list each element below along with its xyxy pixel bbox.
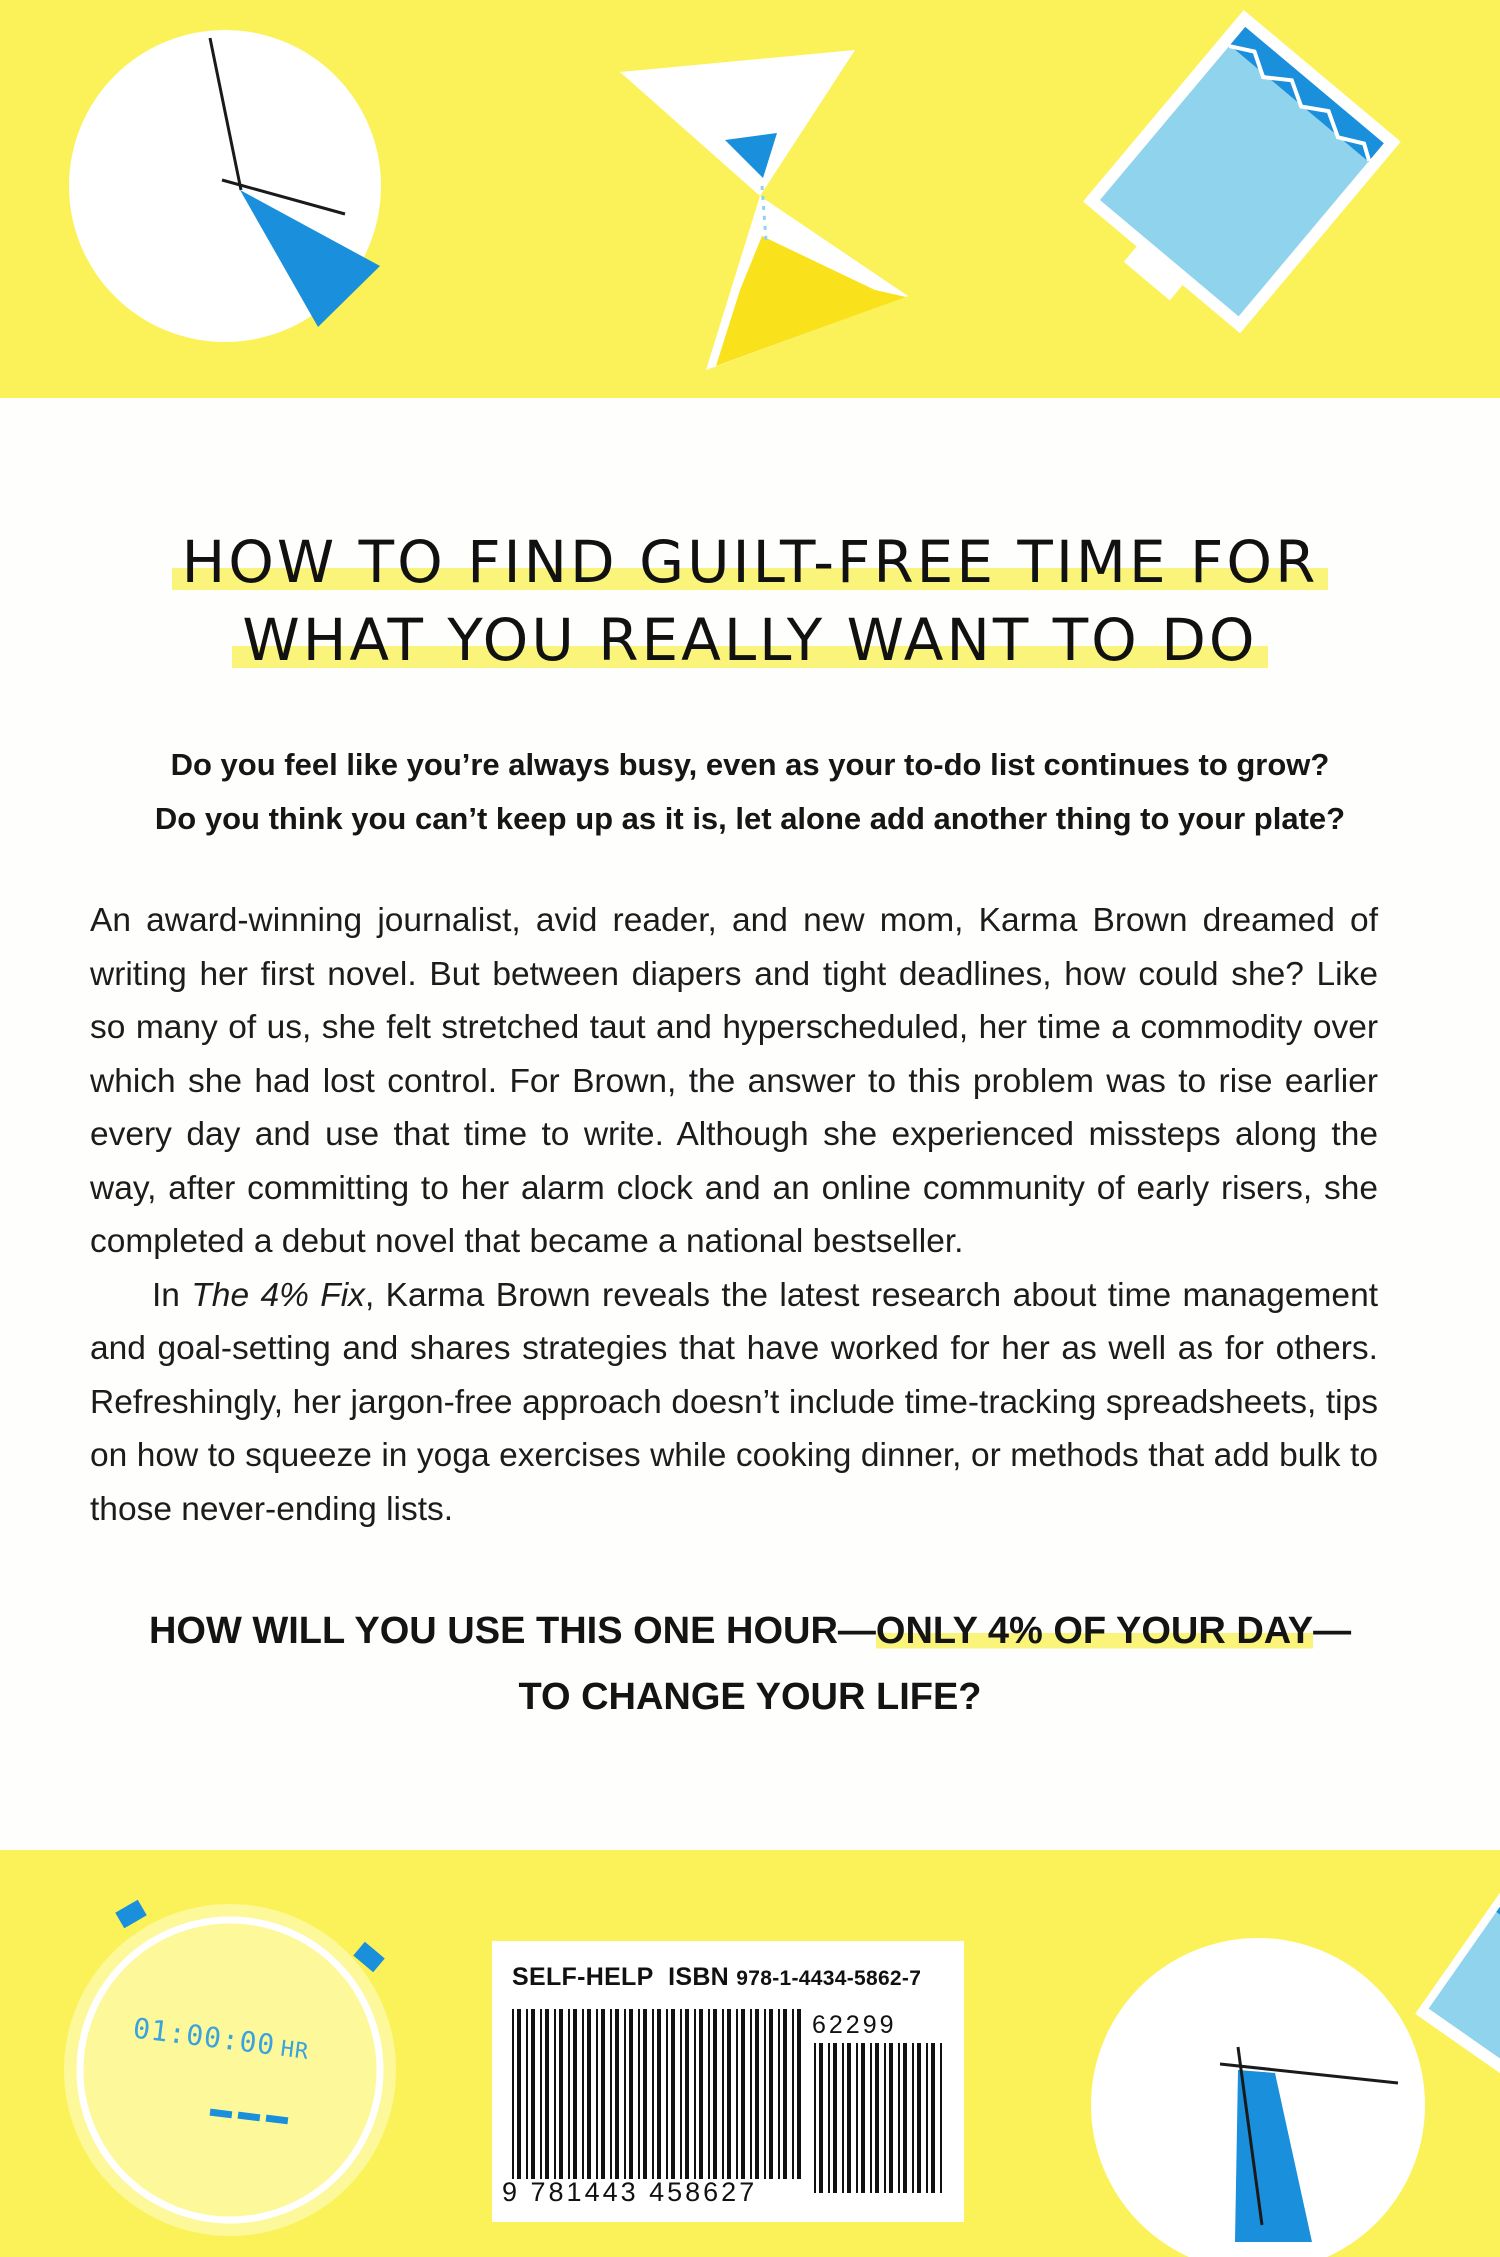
barcode-bar (643, 2009, 647, 2179)
description-paragraph-1: An award-winning journalist, avid reader, and new mom, Karma Brown dreamed of writing her first novel. But between diapers and tight deadlines, how could she? Like so many of us, she felt stretched taut and hyperscheduled, her time a commodity over which she had lost control. For Brown, the answer to this problem was to rise earlier every day and use that time to write. Although she experienced missteps along the way, after committing to her alarm clock and an online community of early risers, she completed a debut novel that became a national bestseller. (90, 902, 1378, 1260)
barcode-bar (545, 2009, 549, 2179)
teaser-questions (0, 738, 1500, 846)
barcode-bar (833, 2043, 837, 2193)
barcode-bar (596, 2009, 598, 2179)
barcode-bar (940, 2043, 942, 2193)
barcode-bar (512, 2009, 514, 2179)
barcode-bar (526, 2009, 528, 2179)
closing-line-1 (0, 1598, 1500, 1664)
barcode-bar (671, 2009, 675, 2179)
headline-line-1: HOW TO FIND GUILT-FREE TIME FOR (172, 525, 1329, 599)
barcode-bar (582, 2009, 584, 2179)
barcode-bar (926, 2043, 928, 2193)
barcode-bar (889, 2043, 893, 2193)
barcode-bar (601, 2009, 605, 2179)
closing-part-2: — (1313, 1610, 1352, 1652)
hourglass-icon (620, 50, 908, 370)
barcode-bar (680, 2009, 682, 2179)
barcode-bar (755, 2009, 759, 2179)
clock-icon (69, 30, 381, 342)
barcode-bar (769, 2009, 773, 2179)
description-paragraph-2 (90, 1269, 1378, 1537)
isbn-number: 978-1-4434-5862-7 (736, 1967, 922, 1990)
top-illustration-band (0, 0, 1500, 398)
barcode-bar (587, 2009, 591, 2179)
barcode-bar (736, 2009, 738, 2179)
barcode-bar (931, 2043, 935, 2193)
barcode-bar (750, 2009, 752, 2179)
barcode-bar (861, 2043, 865, 2193)
stopwatch-unit: HR (279, 2036, 311, 2065)
barcode-bar (884, 2043, 886, 2193)
barcode-bar (797, 2009, 801, 2179)
book-title: The 4% Fix (191, 1276, 365, 1314)
battery-icon (1070, 10, 1401, 349)
barcode-bar (819, 2043, 823, 2193)
price-code: 62299 (812, 2011, 897, 2039)
barcode-bar (699, 2009, 703, 2179)
barcode-bar (828, 2043, 830, 2193)
barcode-bar (615, 2009, 619, 2179)
barcode-bar (764, 2009, 766, 2179)
question-1: Do you feel like you’re always busy, even as your to-do list continues to grow? (170, 747, 1330, 782)
barcode-bar (903, 2043, 907, 2193)
barcode-bar (652, 2009, 654, 2179)
barcode-bar (685, 2009, 689, 2179)
barcode-number: 9 781443 458627 (502, 2177, 758, 2207)
ean-barcode (512, 2009, 801, 2179)
barcode-bar (727, 2009, 731, 2179)
barcode-bar (792, 2009, 794, 2179)
barcode-bar (568, 2009, 570, 2179)
barcode-bar (842, 2043, 844, 2193)
barcode-bar (517, 2009, 521, 2179)
barcode-bar (917, 2043, 921, 2193)
question-2: Do you think you can’t keep up as it is, let alone add another thing to your plate? (154, 801, 1346, 836)
clock-icon (1091, 1938, 1425, 2257)
headline (0, 525, 1500, 681)
barcode-bar (741, 2009, 745, 2179)
phone-icon (1415, 1883, 1500, 2083)
top-illustrations (0, 0, 1500, 398)
stopwatch-time: 01:00:00 (131, 2011, 278, 2062)
barcode-bar (573, 2009, 577, 2179)
headline-line-2: WHAT YOU REALLY WANT TO DO (232, 603, 1267, 677)
barcode-bar (554, 2009, 556, 2179)
barcode-bar (610, 2009, 612, 2179)
barcode-bar (722, 2009, 724, 2179)
barcode-bar (870, 2043, 872, 2193)
barcode-bar (814, 2043, 816, 2193)
description (90, 894, 1378, 1536)
closing-highlight: ONLY 4% OF YOUR DAY (875, 1610, 1314, 1652)
barcode-bar (629, 2009, 633, 2179)
barcode-bar (708, 2009, 710, 2179)
paragraph-2-rest: , Karma Brown reveals the latest research about time management and goal-setting and shares strategies that have worked for her as well as for others. Refreshingly, her jargon-free approach doesn’t include time-tracking spreadsheets, tips on how to squeeze in yoga exercises while cooking dinner, or methods that add bulk to those never-ending lists. (90, 1276, 1379, 1528)
stopwatch-icon (64, 1900, 396, 2236)
barcode-bar (847, 2043, 851, 2193)
barcode-bar (898, 2043, 900, 2193)
closing-callout (0, 1598, 1500, 1730)
barcode-bar (912, 2043, 914, 2193)
barcode-bar (559, 2009, 563, 2179)
category: SELF-HELP (512, 1963, 654, 1991)
barcode-box (492, 1941, 964, 2222)
barcode-bar (666, 2009, 668, 2179)
closing-line-2: TO CHANGE YOUR LIFE? (518, 1676, 982, 1718)
barcode-bar (638, 2009, 640, 2179)
barcode-bar (531, 2009, 535, 2179)
barcode-bar (624, 2009, 626, 2179)
isbn-label: ISBN (668, 1963, 730, 1991)
barcode-bar (783, 2009, 787, 2179)
barcode-bar (875, 2043, 879, 2193)
barcode-bar (540, 2009, 542, 2179)
paragraph-2-lead: In (152, 1276, 192, 1314)
price-barcode (814, 2043, 942, 2193)
closing-part-1: HOW WILL YOU USE THIS ONE HOUR— (148, 1610, 876, 1652)
barcode-bar (856, 2043, 858, 2193)
barcode-bar (713, 2009, 717, 2179)
barcode-bar (778, 2009, 780, 2179)
barcode-bar (694, 2009, 696, 2179)
barcode-bar (657, 2009, 661, 2179)
